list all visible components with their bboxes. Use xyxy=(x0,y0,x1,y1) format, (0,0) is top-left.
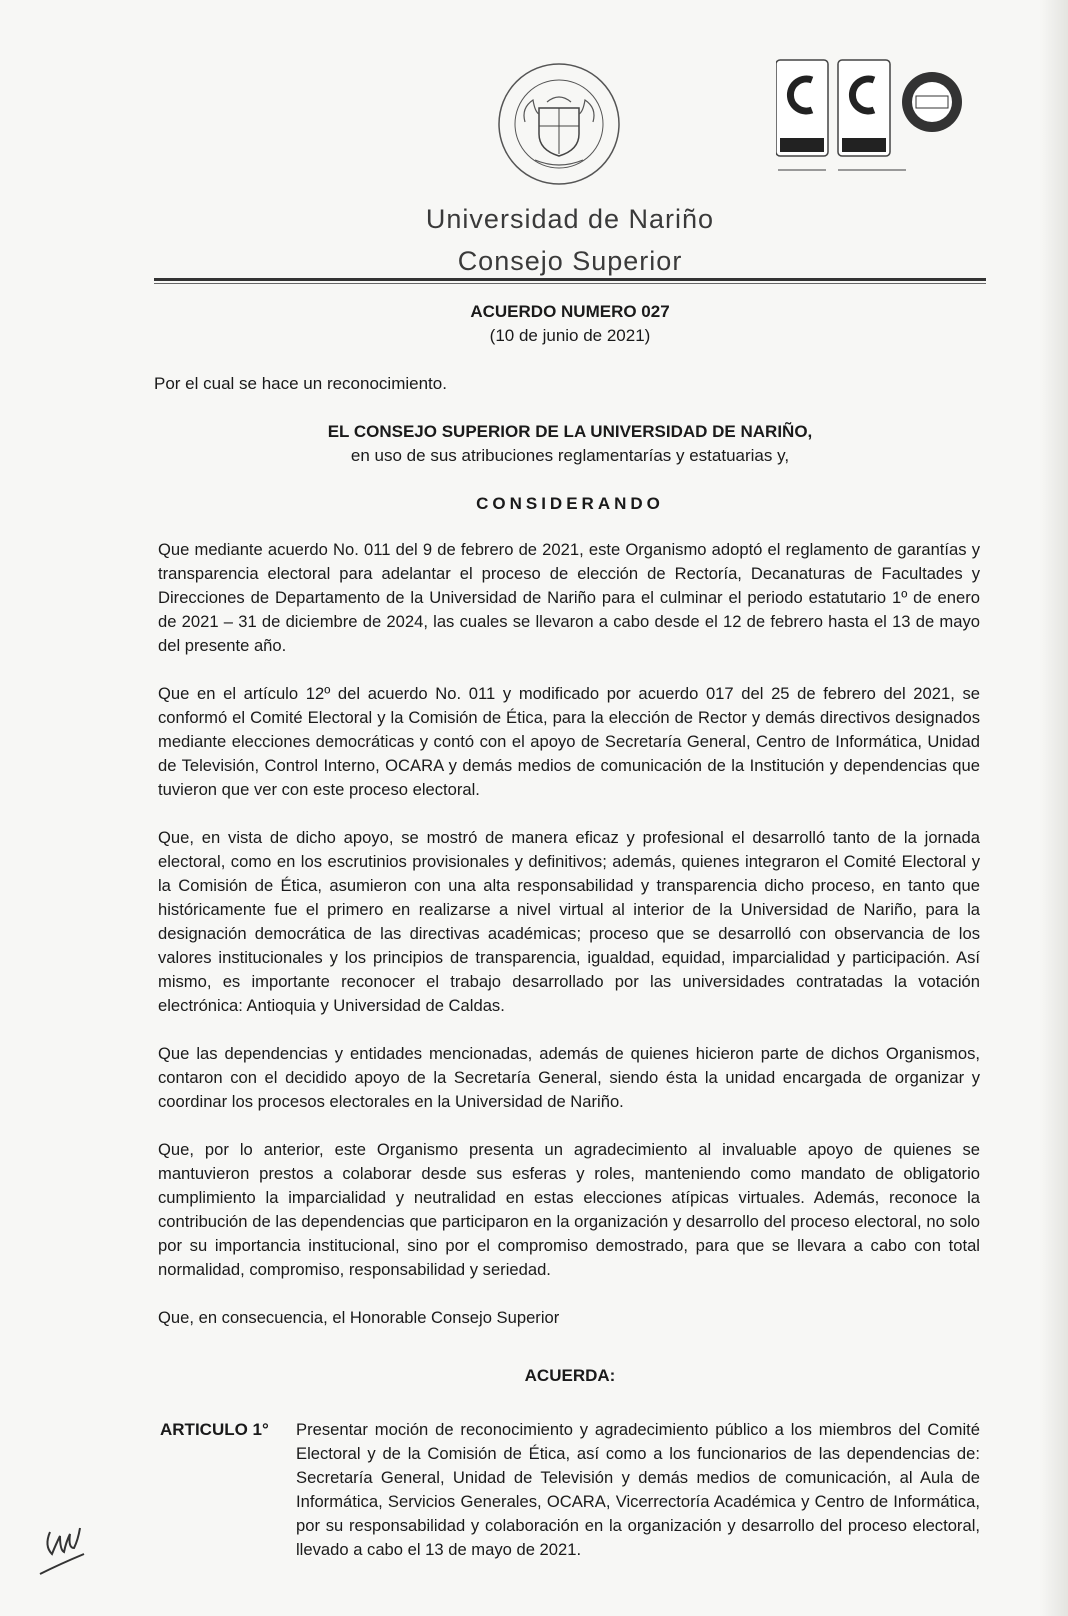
agreement-date: (10 de junio de 2021) xyxy=(489,326,651,345)
agrees-heading: ACUERDA: xyxy=(524,1366,616,1385)
scan-edge xyxy=(1040,0,1068,1616)
consideration-paragraph: Que en el artículo 12º del acuerdo No. 011 y modificado por acuerdo 017 del 25 de febrero del 2021, se conformó el Comité Electoral y la Comisión de Ética, para la elección de Rector y demás directivos designados mediante elecciones democráticas y contó con el apoyo de Secretaría General, Centro de Informática, Unidad de Televisión, Control Interno, OCARA y demás medios de comunicación de la Institución y dependencias que tuvieron que ver con este proceso electoral. xyxy=(158,684,980,799)
consideration-paragraph: Que, por lo anterior, este Organismo presenta un agradecimiento al invaluable apoyo de quienes se mantuvieron prestos a colaborar desde sus esferas y roles, manteniendo como mandato de obligatorio cumplimiento la imparcialidad y neutralidad en estas elecciones atípicas virtuales. Además, reconoce la contribución de las dependencias que participaron en la organización y desarrollo del proceso electoral, no solo por su importancia institucional, sino por el compromiso demostrado, para que se llevara a cabo con total normalidad, compromiso, responsabilidad y seriedad. xyxy=(158,1140,980,1279)
article-label: ARTICULO 1° xyxy=(160,1420,269,1439)
university-name-second: Nariño xyxy=(628,204,715,234)
header-rule-thin xyxy=(154,283,986,284)
agreement-number: ACUERDO NUMERO 027 xyxy=(470,302,670,321)
consideration-paragraph: Que, en consecuencia, el Honorable Consejo Superior xyxy=(158,1308,560,1327)
consideration-paragraph: Que, en vista de dicho apoyo, se mostró de manera eficaz y profesional el desarrolló tanto de la jornada electoral, como en los escrutinios provisionales y definitivos; además, quienes integraron el Comité Electoral y la Comisión de Ética, asumieron con una alta responsabilidad y transparencia dicho proceso, en tanto que históricamente fue el primero en realizarse a nivel virtual al interior de la Universidad de Nariño, para la designación democrática de las directivas académicas; proceso que se desarrolló con observancia de los valores institucionales y los principios de transparencia, igualdad, equidad, imparcialidad y participación. Así mismo, es importante reconocer el trabajo desarrollado por las universidades contratadas la votación electrónica: Antioquia y Universidad de Caldas. xyxy=(158,828,980,1015)
agreement-subject: Por el cual se hace un reconocimiento. xyxy=(154,374,447,393)
considerations-body xyxy=(158,538,980,1354)
consideration-paragraph: Que mediante acuerdo No. 011 del 9 de febrero de 2021, este Organismo adoptó el reglamento de garantías y transparencia electoral para adelantar el proceso de elección de Rectoría, Decanaturas de Facultades y Direcciones de Departamento de la Universidad de Nariño para el culminar el periodo estatutario 1º de enero de 2021 – 31 de diciembre de 2024, las cuales se llevaron a cabo desde el 12 de febrero hasta el 13 de mayo del presente año. xyxy=(158,540,980,655)
article-text: Presentar moción de reconocimiento y agradecimiento público a los miembros del Comité Electoral y de la Comisión de Ética, así como a los funcionarios de las dependencias de: Secretaría General, Unidad de Televisión y demás medios de comunicación, al Aula de Informática, Servicios Generales, OCARA, Vicerrectoría Académica y Centro de Informática, por su responsabilidad y colaboración en la organización y desarrollo del proceso electoral, llevado a cabo el 13 de mayo de 2021. xyxy=(296,1420,980,1559)
consideration-paragraph: Que las dependencias y entidades mencionadas, además de quienes hicieron parte de dichos Organismos, contaron con el decidido apoyo de la Secretaría General, siendo ésta la unidad encargada de organizar y coordinar los procesos electorales en la Universidad de Nariño. xyxy=(158,1044,980,1111)
issuer-title: EL CONSEJO SUPERIOR DE LA UNIVERSIDAD DE NARIÑO, xyxy=(327,422,813,441)
university-seal-icon xyxy=(495,62,623,186)
header-rule xyxy=(154,278,986,281)
handwritten-initials-icon xyxy=(36,1520,106,1580)
considering-heading: CONSIDERANDO xyxy=(476,494,664,513)
university-name-first: Universidad de xyxy=(425,204,629,234)
icontec-iqnet-certification-icon xyxy=(776,58,996,188)
university-name xyxy=(380,204,760,235)
issuer-subtitle: en uso de sus atribuciones reglamentarías y estatuarias y, xyxy=(350,446,790,465)
council-name: Consejo Superior xyxy=(457,246,683,276)
